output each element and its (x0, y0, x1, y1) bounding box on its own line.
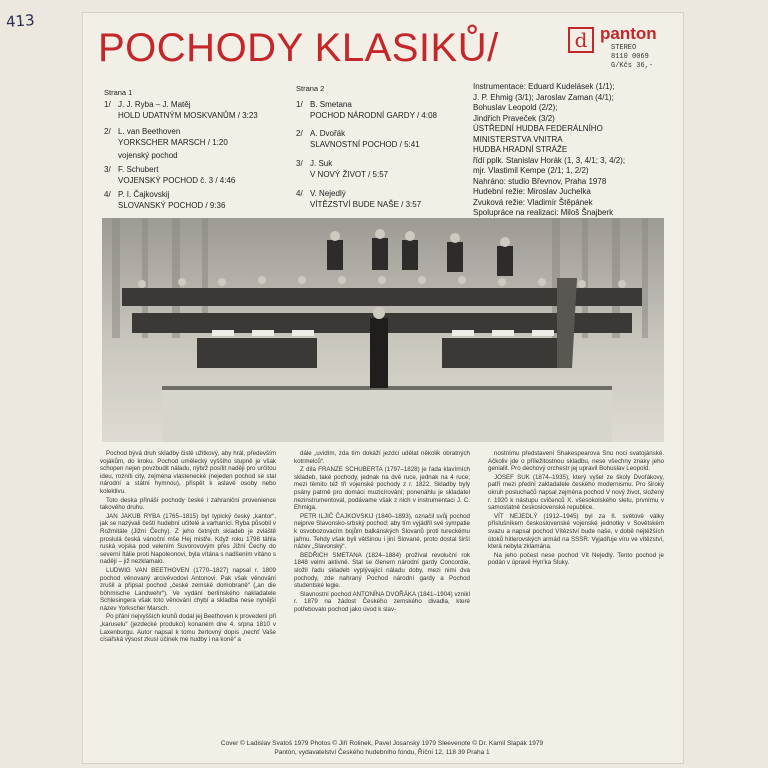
note-paragraph: Pochod bývá druh skladby čistě užitkový, aby hrál, především vojákům, do kroku. Pochod umělecký vyššího stupně je však schopen nejen povzbudit náladu, nýbrž posílit naději pro určitou ideu, rozníti city, zejména vlastenecké (nejeden pochod se stal národní a státní hymnou), přispět k aslavě osoby nebo kolektivu. (100, 450, 276, 495)
credit-line: MINISTERSTVA VNITRA (473, 134, 563, 144)
credit-line: řídí pplk. Stanislav Horák (1, 3, 4/1; 3, 4/2); (473, 155, 626, 165)
credits-block (473, 82, 673, 219)
credit-line: Spolupráce na realizaci: Miloš Šnajberk (473, 208, 614, 217)
side1-label: Strana 1 (104, 88, 133, 97)
note-paragraph: Z díla FRANZE SCHUBERTA (1797–1828) je řada klavírních skladeb, také pochody, jednak na dvě ruce, jednak na 4 ruce; mezi těmito též tři vojenské pochody z r. 1822. Skladby byly psány patrně pro domácí muzicírování; ponenáhlu je skladatel nezinstrumentoval, podávame však z nich v instrumentaci J. C. Ehmiga. (294, 466, 470, 512)
handwritten-number: 413 (5, 11, 36, 31)
credit-line: Nahráno: studio Břevnov, Praha 1978 (473, 176, 607, 186)
catalog-number: 8110 0069 (611, 53, 649, 61)
side2-track-1: 1/ B. Smetana POCHOD NÁRODNÍ GARDY / 4:08 (296, 100, 437, 120)
note-paragraph: JOSEF SUK (1874–1935), který vyšel ze školy Dvořákovy, patří mezi přední zakladatele českého modernismu. Pro široký okruh posluchačů napsal zejména pochod V nový život, složený r. 1920 k nástupu cvičenců X. všesokolského sletu, prvnímu v samostatné československé republice. (488, 473, 664, 512)
note-paragraph: Po přání nejvyšších kruhů dodal jej Beethoven k provedení při „karuselu“ (jezdecké produkci) konaném dne 4. srpna 1810 v Laxenburgu. Autor napsal k tomu žertovný dopis „nechť Vaše císařská výsost zkusí účinek mé hudby i na koně“ a (100, 613, 276, 644)
side2-track-2: 2/ A. Dvořák SLAVNOSTNÍ POCHOD / 5:41 (296, 129, 420, 149)
note-paragraph: BEDŘICH SMETANA (1824–1884) prožíval revoluční rok 1848 velmi aktivně. Stal se členem národní gardy Concordie, složil řadu skladeb vyplývající náladu doby, mezi nimi dva pochody, zde nahraný Pochod národní gardy a Pochod studentské legie. (294, 551, 470, 590)
credit-line: Bohuslav Leopold (2/2); (473, 103, 558, 112)
catalog-stereo: STEREO (611, 44, 637, 52)
side2-track-3: 3/ J. Suk V NOVÝ ŽIVOT / 5:57 (296, 159, 389, 179)
note-paragraph: Na jeho počest nese pochod Vít Nejedlý. Tento pochod je podán v úpravě Hyn'ka Sluky. (488, 551, 664, 567)
credit-line: Jindřich Praveček (3/2) (473, 113, 555, 123)
credit-line: J. P. Ehmig (3/1); Jaroslav Zaman (4/1); (473, 92, 614, 102)
credit-line: ÚSTŘEDNÍ HUDBA FEDERÁLNÍHO (473, 124, 603, 133)
side1-track-1: 1/ J. J. Ryba – J. Matěj HOLD UDATNÝM MOSKVANŮM / 3:23 (104, 100, 258, 120)
note-paragraph: Toto deska přináší pochody české i zahraniční provenience takového druhu. (100, 496, 276, 512)
note-paragraph: dále „uvidím, zda tím dokáží jezdci udělat několik obratných kotrmelců“. (294, 450, 470, 465)
note-paragraph: LUDWIG VAN BEETHOVEN (1770–1827) napsal r. 1809 pochod věnovaný arcivévodovi Antonovi. Pak však věnování zrušil a připsal pochod „české zemské domobraně“ („an die böhmische Landwehr“). Ve vydání berlínského nakladatele Schlesingera však toto věnování chybí a skladba nese nynější název Yorkscher Marsch. (100, 566, 276, 612)
note-paragraph: JAN JAKUB RYBA (1765–1815) byl typický český „kantor“, jak se nazývali čeští hudební učitelé a varhaníci. Ryba působil v Rožmitále (Jižní Čechy). Z jeho četných skladeb je zvláště proslulá česká vánoční mše Hej mistře. Když roku 1798 táhla ruská vojska pod velením Suvorovovým přes Jižní Čechy do severní Itálie proti Napoleonovi, byla vítána s nadšením vítáno s nadějí – již nezklamalo. (100, 512, 276, 566)
note-paragraph: nostnímu představení Shakespearova Snu noci svatojánské. Ačkoliv jde o příležitostnou skladbu, nese všechny znaky jeho genialit. Pro dechový orchestr jej upravil Bohuslav Leopold. (488, 450, 664, 473)
side2-track-4: 4/ V. Nejedlý VÍTĚZSTVÍ BUDE NAŠE / 3:57 (296, 189, 422, 209)
liner-notes (100, 450, 664, 720)
credit-line: Hudební režie: Miroslav Juchelka (473, 187, 591, 196)
panton-logo-icon: d (568, 27, 594, 53)
credit-line: mjr. Vlastimil Kempe (2/1; 1, 2/2) (473, 166, 589, 175)
footer-credits (100, 740, 664, 757)
credit-line: Zvuková režie: Vladimír Štěpánek (473, 197, 593, 207)
notes-column-3 (488, 450, 664, 720)
side1-track-4: 4/ P. I. Čajkovskij SLOVANSKÝ POCHOD / 9:36 (104, 190, 226, 210)
credit-line: Instrumentace: Eduard Kudelásek (1/1); (473, 82, 615, 91)
album-title: POCHODY KLASIKŮ/ (98, 26, 499, 70)
footer-line-1: Cover © Ladislav Svatoš 1979 Photos © Jiří Rolinek, Pavel Josanský 1979 Sleevenote © Dr. Kamil Slapák 1979 (220, 740, 544, 747)
note-paragraph: PETR ILJIČ ČAJKOVSKIJ (1840–1893), označil svůj pochod nejprve Slavonsko-srbský pochod; aby tím vyjádřil své sympatie k osvobozovacím bojům balkánských Slovanů proti tureckému jařmu. Tehdy však byli většinou i jiní Slované, proto dostal širší název „Slavonský“. (294, 512, 470, 551)
side2-label: Strana 2 (296, 84, 325, 93)
note-paragraph: Slavnostní pochod ANTONÍNA DVOŘÁKA (1841–1904) vznikl r. 1879 na žádost Českého zemského divadla, které potřebovalo pochod jako úvod k slav- (294, 590, 470, 613)
notes-column-1 (100, 450, 276, 720)
note-paragraph: VÍT NEJEDLÝ (1912–1945) byl za II. světové války příslušníkem československé vojenské jednotky v Sovětském svazu a napsal pochod Vítězství bude naše, v době nejtěžších útoků hitlerovských armád na SSSR. Vyjadřuje víru ve vítězství, která nebyla zklamána. (488, 512, 664, 551)
side1-track-3: 3/ F. Schubert VOJENSKÝ POCHOD č. 3 / 4:46 (104, 165, 236, 185)
notes-column-2 (294, 450, 470, 720)
side1-track-2: 2/ L. van Beethoven YORKSCHER MARSCH / 1:20 vojenský pochod (104, 127, 228, 160)
band-photo (102, 218, 664, 442)
catalog-price: G/Kčs 36,- (611, 62, 654, 70)
catalog-info (611, 44, 653, 71)
label-brand: panton (600, 24, 657, 43)
credit-line: HUDBA HRADNÍ STRÁŽE (473, 145, 568, 154)
footer-line-2: Panton, vydavatelství Českého hudebního fondu, Říční 12, 118 39 Praha 1 (274, 748, 490, 756)
